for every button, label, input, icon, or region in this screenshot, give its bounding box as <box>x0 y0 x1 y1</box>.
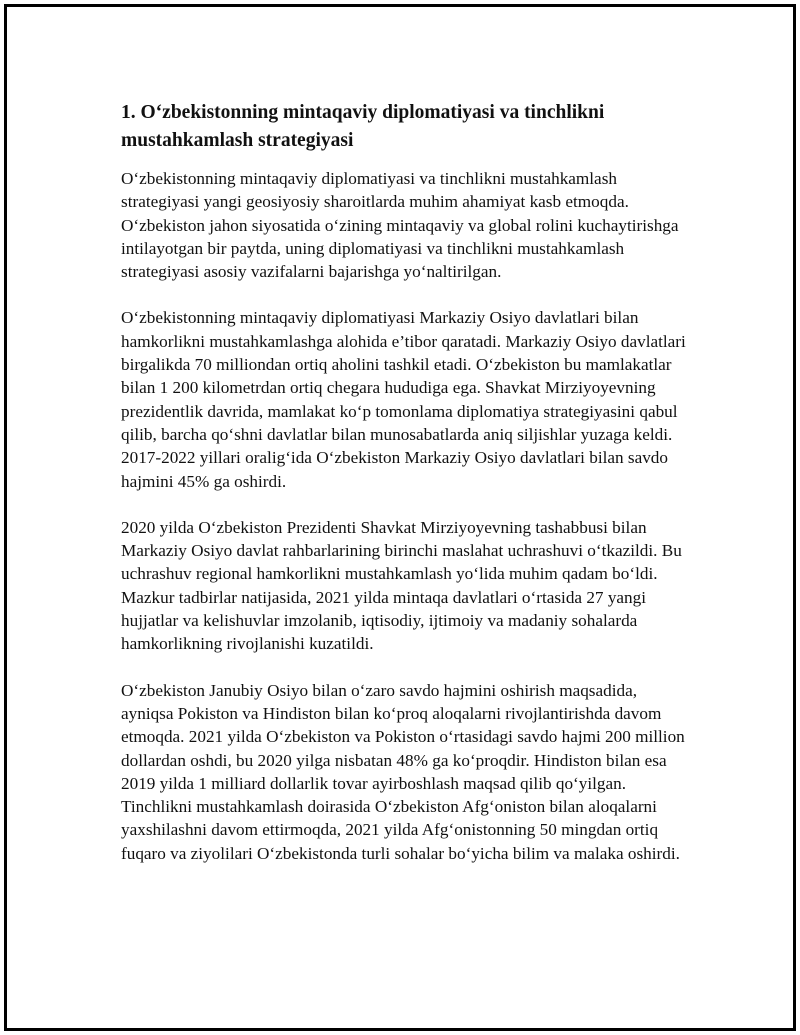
page-frame <box>4 4 796 1031</box>
section-heading: 1. O‘zbekistonning mintaqaviy diplomatiyasi va tinchlikni mustahkamlash strategiyasi <box>121 102 605 151</box>
paragraph-central-asia: O‘zbekistonning mintaqaviy diplomatiyasi Markaziy Osiyo davlatlari bilan hamkorlikni mustahkamlashga alohida e’tibor qaratadi. Markaziy Osiyo davlatlari birgalikda 70 milliondan ortiq aholini tashkil etadi. O‘zbekiston bu mamlakatlar bilan 1 200 kilometrdan ortiq chegara hududiga ega. Shavkat Mirziyoyevning prezidentlik davrida, mamlakat ko‘p tomonlama diplomatiya strategiyasini qabul qilib, barcha qo‘shni davlatlar bilan munosabatlarda aniq siljishlar yuzaga keldi. 2017-2022 yillari oralig‘ida O‘zbekiston Markaziy Osiyo davlatlari bilan savdo hajmini 45% ga oshirdi. <box>121 308 686 491</box>
paragraph-south-asia: O‘zbekiston Janubiy Osiyo bilan o‘zaro savdo hajmini oshirish maqsadida, ayniqsa Pokiston va Hindiston bilan ko‘proq aloqalarni rivojlantirishda davom etmoqda. 2021 yilda O‘zbekiston va Pokiston o‘rtasidagi savdo hajmi 200 million dollardan oshdi, bu 2020 yilga nisbatan 48% ga ko‘proqdir. Hindiston bilan esa 2019 yilda 1 milliard dollarlik tovar ayirboshlash maqsad qilib qo‘yilgan. Tinchlikni mustahkamlash doirasida O‘zbekiston Afg‘oniston bilan aloqalarni yaxshilashni davom ettirmoqda, 2021 yilda Afg‘onistonning 50 mingdan ortiq fuqaro va ziyolilari O‘zbekistonda turli sohalar bo‘yicha bilim va malaka oshirdi. <box>121 680 685 863</box>
paragraph-summit-2020: 2020 yilda O‘zbekiston Prezidenti Shavkat Mirziyoyevning tashabbusi bilan Markaziy Osiyo davlat rahbarlarining birinchi maslahat uchrashuvi o‘tkazildi. Bu uchrashuv regional hamkorlikni mustahkamlash yo‘lida muhim qadam bo‘ldi. Mazkur tadbirlar natijasida, 2021 yilda mintaqa davlatlari o‘rtasida 27 yangi hujjatlar va kelishuvlar imzolanib, iqtisodiy, ijtimoiy va madaniy sohalarda hamkorlikning rivojlanishi kuzatildi. <box>121 517 682 654</box>
document-body <box>121 99 691 888</box>
paragraph-intro: O‘zbekistonning mintaqaviy diplomatiyasi va tinchlikni mustahkamlash strategiyasi yangi geosiyosiy sharoitlarda muhim ahamiyat kasb etmoqda. O‘zbekiston jahon siyosatida o‘zining mintaqaviy va global rolini kuchaytirishga intilayotgan bir paytda, uning diplomatiyasi va tinchlikni mustahkamlash strategiyasi asosiy vazifalarni bajarishga yo‘naltirilgan. <box>121 169 679 282</box>
